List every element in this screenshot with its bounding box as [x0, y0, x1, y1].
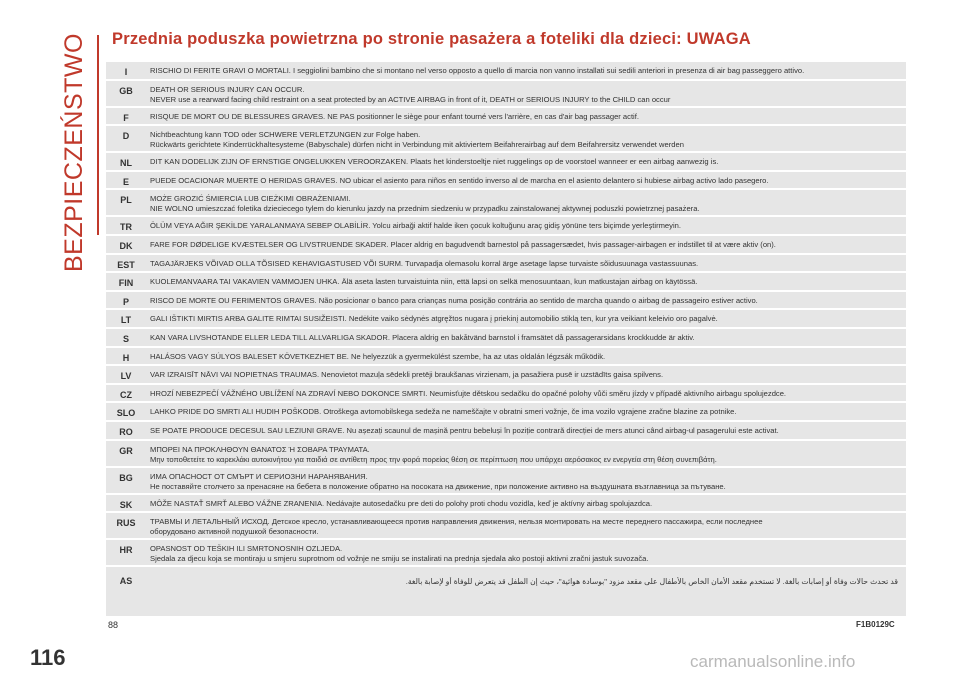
watermark: carmanualsonline.info	[690, 652, 856, 671]
language-code: H	[122, 352, 130, 363]
table-row	[106, 126, 906, 153]
language-code: D	[122, 131, 130, 142]
language-code: AS	[119, 576, 133, 587]
warning-line: PUEDE OCACIONAR MUERTE O HERIDAS GRAVES. NO ubicar el asiento para niños en sentido inverso al de marcha en el asiento delantero si hubiese airbag activo lado pasegero.	[150, 175, 769, 185]
table-row	[106, 403, 906, 422]
language-code: F	[123, 112, 129, 123]
language-code: BG	[119, 472, 133, 483]
page-title: Przednia poduszka powietrzna po stronie pasażera a foteliki dla dzieci: UWAGA	[112, 30, 751, 48]
warning-line: Μην τοποθετείτε το καρεκλάκι αυτοκινήτου για παιδιά σε αντίθετη προς την φορά πορείας θέση σε περίπτωση που υπάρχει αερόσακος εν ενεργεία στη θέση συνεπιβάτη.	[150, 454, 717, 464]
table-row	[106, 108, 906, 127]
language-code: EST	[117, 259, 135, 270]
warning-text	[146, 255, 906, 272]
language-code: CZ	[120, 389, 132, 400]
page-number: 116	[30, 645, 66, 670]
warning-text	[146, 153, 906, 170]
language-code: LT	[120, 315, 132, 326]
language-code: TR	[120, 222, 132, 233]
language-code: S	[122, 333, 129, 344]
warning-line: DEATH OR SERIOUS INJURY CAN OCCUR.	[150, 84, 305, 94]
language-code: FIN	[118, 278, 134, 289]
warning-line: TAGAJÄRJEKS VÕIVAD OLLA TÕSISED KEHAVIGASTUSED VÕI SURM. Turvapadja olemasolu korral ärge asetage lapse turvaiste sõidusuunaga vastassuunas.	[150, 258, 699, 268]
warning-line: Rückwärts gerichtete Kinderrückhaltesysteme (Babyschale) dürfen nicht in Verbindung mit aktiviertem Beifahrerairbag auf dem Beifahrersitz verwendet werden	[150, 140, 684, 150]
table-row	[106, 273, 906, 292]
table-row	[106, 236, 906, 255]
table-row	[106, 62, 906, 81]
warning-text	[146, 108, 906, 125]
warning-line: قد تحدث حالات وفاة أو إصابات بالغة. لا تستخدم مقعد الأمان الخاص بالأطفال على مقعد مزود "بوسادة هوائية"، حيث إن الطفل قد يتعرض للوفاة أو لإصابة بالغة.	[405, 577, 898, 587]
table-row	[106, 255, 906, 274]
warning-text	[146, 513, 906, 538]
warning-text	[146, 236, 906, 253]
warning-text	[146, 385, 906, 402]
language-code: DK	[119, 240, 133, 251]
warning-line: SE POATE PRODUCE DECESUL SAU LEZIUNI GRAVE. Nu așezați scaunul de mașină pentru bebeluși în poziție contrară direcției de mers atunci când airbag-ul pasagerului este activat.	[150, 425, 779, 435]
table-row	[106, 468, 906, 495]
warning-line: DIT KAN DODELIJK ZIJN OF ERNSTIGE ONGELUKKEN VEROORZAKEN. Plaats het kinderstoeltje niet ruggelings op de voorstoel wanneer er een airbag aanwezig is.	[150, 157, 719, 167]
warning-text	[146, 310, 906, 327]
table-row	[106, 310, 906, 329]
warning-text	[146, 348, 906, 365]
warning-text	[146, 540, 906, 565]
figure-number: 88	[108, 620, 119, 630]
table-row	[106, 513, 906, 540]
table-row	[106, 81, 906, 108]
language-code: NL	[120, 158, 132, 169]
warning-text	[146, 273, 906, 290]
warning-text	[146, 403, 906, 420]
figure-code: F1B0129C	[856, 620, 895, 629]
warning-line: Nichtbeachtung kann TOD oder SCHWERE VERLETZUNGEN zur Folge haben.	[150, 130, 421, 140]
warning-line: HALÁSOS VAGY SÚLYOS BALESET KÖVETKEZHET BE. Ne helyezzük a gyermekülést szembe, ha az utas oldalán légzsák működik.	[150, 351, 606, 361]
language-code: SLO	[116, 408, 136, 419]
table-row	[106, 329, 906, 348]
warning-rows	[106, 62, 906, 593]
warning-text	[146, 126, 906, 151]
warning-text	[146, 292, 906, 309]
warning-text	[146, 190, 906, 215]
language-code: GB	[119, 85, 133, 96]
warning-line: оборудовано активной подушкой безопасности.	[150, 527, 319, 537]
table-row	[106, 366, 906, 385]
section-bar	[97, 35, 99, 235]
language-code: RO	[119, 426, 133, 437]
warning-line: RISCO DE MORTE OU FERIMENTOS GRAVES. Não posicionar o banco para crianças numa posição contrária ao sentido de marcha quando o airbag de passageiro estiver activo.	[150, 295, 758, 305]
warning-text	[146, 366, 906, 383]
warning-line: OPASNOST OD TEŠKIH ILI SMRTONOSNIH OZLJEDA.	[150, 544, 343, 554]
language-code: SK	[119, 499, 133, 510]
warning-text	[146, 62, 906, 79]
table-row	[106, 172, 906, 191]
warning-line: Sjedala za djecu koja se montiraju u smjeru suprotnom od vožnje ne smiju se instalirati na prednja sjedala ako postoji aktivni zračni jastuk suvozača.	[150, 554, 649, 564]
warning-line: HROZÍ NEBEZPEČÍ VÁŽNÉHO UBLÍŽENÍ NA ZDRAVÍ NEBO DOKONCE SMRTI. Neumisťujte dětskou sedačku do opačné polohy vůči směru jízdy v případě aktivního airbagu spolujezdce.	[150, 388, 787, 398]
warning-line: GALI IŠTIKTI MIRTIS ARBA GALITE RIMTAI SUSIŽEISTI. Nedėkite vaiko sėdynės atgręžtos nugara į priekinį automobilio stiklą ten, kur yra veikiant keleivio oro pagalvė.	[150, 314, 718, 324]
warning-text	[146, 217, 906, 234]
warning-line: MOŻE GROZIĆ ŚMIERCIA LUB CIEŻKIMI OBRAŻENIAMI.	[150, 194, 351, 204]
table-row	[106, 385, 906, 404]
warning-line: RISQUE DE MORT OU DE BLESSURES GRAVES. NE PAS positionner le siège pour enfant tourné vers l'arrière, en cas d'air bag passager actif.	[150, 111, 639, 121]
table-row	[106, 190, 906, 217]
warning-text	[146, 495, 906, 512]
warning-line: ТРАВМЫ И ЛЕТАЛЬНЫЙ ИСХОД. Детское кресло, устанавливающееся против направления движения, нельзя монтировать на месте переднего пассажира, если последнее	[150, 517, 763, 527]
language-code: HR	[119, 545, 133, 556]
warning-text	[146, 441, 906, 466]
table-row	[106, 567, 906, 593]
language-code: P	[122, 296, 129, 307]
warning-line: KAN VARA LIVSHOTANDE ELLER LEDA TILL ALLVARLIGA SKADOR. Placera aldrig en bakåtvänd barnstol i framsätet då passagerarsidans krockkudde är aktiv.	[150, 332, 695, 342]
table-row	[106, 441, 906, 468]
warning-line: FARE FOR DØDELIGE KVÆSTELSER OG LIVSTRUENDE SKADER. Placer aldrig en bagudvendt barnestol på passagersædet, hvis passager-airbagen er indstillet til at være aktiv (on).	[150, 239, 776, 249]
table-row	[106, 217, 906, 236]
warning-line: NEVER use a rearward facing child restraint on a seat protected by an ACTIVE AIRBAG in front of it, DEATH or SERIOUS INJURY to the CHILD can occur	[150, 94, 671, 104]
section-title: BEZPIECZEŃSTWO	[60, 33, 88, 272]
warning-table	[106, 62, 906, 616]
warning-text	[146, 567, 906, 593]
language-code: GR	[119, 445, 133, 456]
language-code: RUS	[116, 518, 136, 529]
warning-line: ИМА ОПАСНОСТ ОТ СМЪРТ И СЕРИОЗНИ НАРАНЯВАНИЯ.	[150, 471, 368, 481]
warning-line: ΜΠΟΡΕΙ ΝΑ ΠΡΟΚΛΗΘΟΥΝ ΘΑΝΑΤΟΣ Ή ΣΟΒΑΡΑ ΤΡΑΥΜΑΤΑ.	[150, 444, 370, 454]
language-code: LV	[120, 371, 132, 382]
warning-line: MÔŽE NASTAŤ SMRŤ ALEBO VÁŽNE ZRANENIA. Nedávajte autosedačku pre deti do polohy proti chodu vozidla, keď je aktívny airbag spolujazdca.	[150, 498, 653, 508]
warning-line: Не поставяйте столчето за пренасяне на бебета в положение обратно на посоката на движение, при положение активно на въздушната възглавница за пътуване.	[150, 481, 726, 491]
table-row	[106, 348, 906, 367]
table-row	[106, 422, 906, 441]
language-code: PL	[120, 195, 132, 206]
warning-line: NIE WOLNO umieszczać foletika dzieciecego tylem do kierunku jazdy na przednim siedzeniu w przypadku zainstalowanej aktywnej poduszki powietrznej pasażera.	[150, 204, 700, 214]
warning-line: KUOLEMANVAARA TAI VAKAVIEN VAMMOJEN UHKA. Älä aseta lasten turvaistuinta niin, että lapsi on selkä menosuuntaan, kun matkustajan airbag on käytössä.	[150, 277, 698, 287]
warning-line: ÖLÜM VEYA AĞIR ŞEKİLDE YARALANMAYA SEBEP OLABİLİR. Yolcu airbaği aktif halde iken çocuk koltuğunu araç gidiş yönüne ters biçimde yerleştirmeyin.	[150, 221, 681, 231]
section-tab	[58, 33, 96, 272]
warning-text	[146, 172, 906, 189]
language-code: E	[122, 176, 129, 187]
table-row	[106, 495, 906, 514]
warning-line: VAR IZRAISĪT NĀVI VAI NOPIETNAS TRAUMAS. Nenovietot mazuļa sēdekli pretēji braukšanas virzienam, ja pasažiera pusē ir uzstādīts gaisa spilvens.	[150, 370, 664, 380]
warning-text	[146, 422, 906, 439]
warning-text	[146, 329, 906, 346]
table-row	[106, 540, 906, 567]
warning-line: RISCHIO DI FERITE GRAVI O MORTALI. I seggiolini bambino che si montano nel verso opposto a quello di marcia non vanno installati sui sedili anteriori in presenza di air bag passeggero attivo.	[150, 66, 805, 75]
warning-text	[146, 81, 906, 106]
warning-text	[146, 468, 906, 493]
table-row	[106, 292, 906, 311]
table-row	[106, 153, 906, 172]
language-code: I	[124, 67, 128, 77]
warning-line: LAHKO PRIDE DO SMRTI ALI HUDIH POŠKODB. Otroškega avtomobilskega sedeža ne nameščajte v obratni smeri vožnje, če ima vozilo vgrajene zračne blazine za potnike.	[150, 407, 737, 417]
